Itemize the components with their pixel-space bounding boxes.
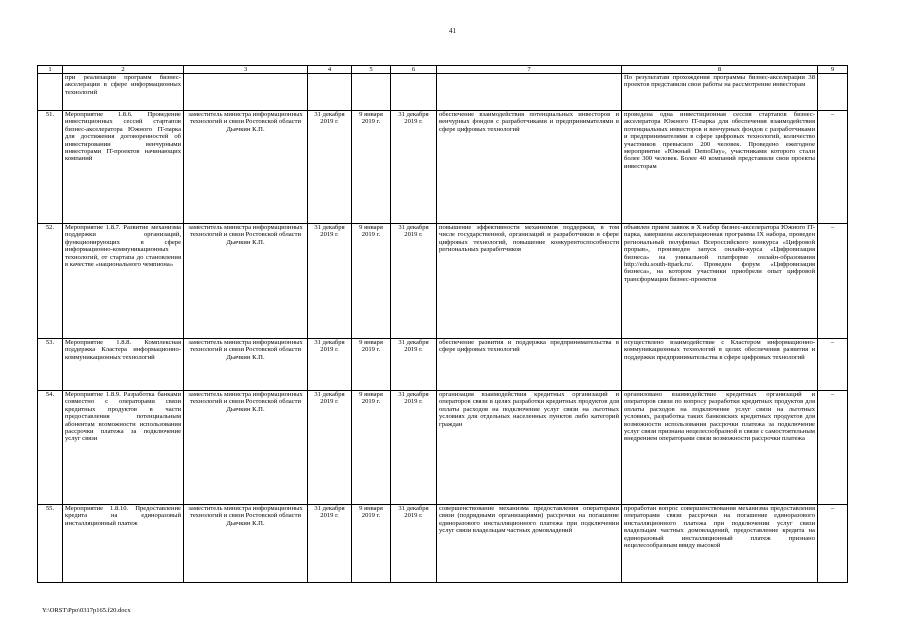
actual-result: проработан вопрос совершенствования механизма предоставления операторами связи рассрочки на погашение единоразового инсталляционного платежа при подключении услуг связи владельцам частных домовладений, предоставление кредита на единоразовый инсталляционный платеж признано нецелесообразным ввиду высокой bbox=[622, 505, 818, 583]
responsible-person: заместитель министра информационных технологий и связи Ростовской области Дьячкин К.П. bbox=[184, 505, 308, 583]
table-row bbox=[38, 224, 848, 339]
start-date: 9 января 2019 г. bbox=[352, 339, 391, 391]
row-number: 52. bbox=[38, 224, 63, 339]
table-row bbox=[38, 74, 848, 111]
expected-result: организация взаимодействия кредитных организаций и операторов связи в целях разработки кредитных продуктов для оплаты расходов на подключение услуг связи на льготных условиях для отдельных населенных пунктов либо категорий граждан bbox=[437, 391, 622, 505]
expected-result: обеспечение развития и поддержка предпринимательства в сфере цифровых технологий bbox=[437, 339, 622, 391]
note: – bbox=[818, 224, 848, 339]
expected-result bbox=[437, 74, 622, 111]
note: – bbox=[818, 339, 848, 391]
file-path-footer: Y:\ORST\Ppo\0317p165.f20.docx bbox=[42, 607, 131, 614]
actual-result: организовано взаимодействие кредитных организаций и операторов связи по вопросу разработки кредитных продуктов для оплаты расходов на подключение услуг связи на льготных условиях, разработка таких банковских кредитных продуктов для возможности использования рассрочки платежа за подключение услуг связи признана нецелесообразной в связи с самостоятельным внедрением операторами связи возможности рассрочки платежа bbox=[622, 391, 818, 505]
column-number: 5 bbox=[352, 66, 391, 74]
measures-table bbox=[37, 65, 848, 583]
column-number: 4 bbox=[308, 66, 352, 74]
note: – bbox=[818, 111, 848, 224]
expected-result: совершенствование механизма предоставления операторами связи (подрядными организациями) рассрочки на погашение единоразового инсталляционного платежа при подключении услуг связи владельцам частных домовладений bbox=[437, 505, 622, 583]
measure-name: при реализации программ бизнес-акселерации в сфере информационных технологий bbox=[63, 74, 184, 111]
plan-date: 31 декабря 2019 г. bbox=[308, 505, 352, 583]
expected-result: повышение эффективности механизмов поддержки, в том числе государственной, организаций и разработчиков в сфере цифровых технологий, повышение конкурентоспособности региональных разработчиков bbox=[437, 224, 622, 339]
start-date: 9 января 2019 г. bbox=[352, 505, 391, 583]
measure-name: Мероприятие 1.8.8. Комплексная поддержка Кластера информационно-коммуникационных технологий bbox=[63, 339, 184, 391]
responsible-person: заместитель министра информационных технологий и связи Ростовской области Дьячкин К.П. bbox=[184, 391, 308, 505]
row-number: 53. bbox=[38, 339, 63, 391]
measure-name: Мероприятие 1.8.7. Развитие механизма поддержки организаций, функционирующих в сфере информационно-коммуникационных технологий, от стартапа до становления в качестве «национального чемпиона» bbox=[63, 224, 184, 339]
row-number bbox=[38, 74, 63, 111]
note: – bbox=[818, 505, 848, 583]
end-date: 31 декабря 2019 г. bbox=[391, 339, 437, 391]
table-row bbox=[38, 391, 848, 505]
measure-name: Мероприятие 1.8.10. Предоставление кредита на единоразовый инсталляционный платеж bbox=[63, 505, 184, 583]
end-date: 31 декабря 2019 г. bbox=[391, 111, 437, 224]
start-date bbox=[352, 74, 391, 111]
column-number: 7 bbox=[437, 66, 622, 74]
plan-date: 31 декабря 2019 г. bbox=[308, 224, 352, 339]
measure-name: Мероприятие 1.8.6. Проведение инвестиционных сессий стартапов бизнес-акселератора Южного IT-парка для достижения договоренностей об инвестировании венчурными инвесторами IT-проектов начинающих компаний bbox=[63, 111, 184, 224]
column-number: 9 bbox=[818, 66, 848, 74]
plan-date: 31 декабря 2019 г. bbox=[308, 391, 352, 505]
column-number: 8 bbox=[622, 66, 818, 74]
row-number: 51. bbox=[38, 111, 63, 224]
column-number: 1 bbox=[38, 66, 63, 74]
note bbox=[818, 74, 848, 111]
measure-name: Мероприятие 1.8.9. Разработка банками совместно с операторами связи кредитных продуктов в части предоставления потенциальным абонентам возможности использования рассрочки платежа за подключение услуг связи bbox=[63, 391, 184, 505]
row-number: 55. bbox=[38, 505, 63, 583]
actual-result: осуществлено взаимодействие с Кластером информационно-коммуникационных технологий в целях обеспечения развития и поддержки предпринимательства в сфере цифровых технологий bbox=[622, 339, 818, 391]
end-date bbox=[391, 74, 437, 111]
responsible-person: заместитель министра информационных технологий и связи Ростовской области Дьячкин К.П. bbox=[184, 339, 308, 391]
actual-result: По результатам прохождения программы бизнес-акселерации 38 проектов представили свои работы на рассмотрение инвесторам bbox=[622, 74, 818, 111]
page-number: 41 bbox=[449, 27, 456, 35]
expected-result: обеспечение взаимодействия потенциальных инвесторов и венчурных фондов с разработчиками и предпринимателями в сфере цифровых технологий bbox=[437, 111, 622, 224]
end-date: 31 декабря 2019 г. bbox=[391, 224, 437, 339]
actual-result: проведена одна инвестиционная сессия стартапов бизнес-акселератора Южного IT-парка для обеспечения взаимодействия потенциальных инвесторов и венчурных фондов с разработчиками и предпринимателями в сфере цифровых технологий, количество участников превысило 200 человек. Проведено ежегодное мероприятие «Южный DemoDay», участниками которого стали более 300 человек. Более 40 компаний представили свои проекты инвесторам bbox=[622, 111, 818, 224]
note: – bbox=[818, 391, 848, 505]
table-row bbox=[38, 505, 848, 583]
start-date: 9 января 2019 г. bbox=[352, 391, 391, 505]
plan-date bbox=[308, 74, 352, 111]
end-date: 31 декабря 2019 г. bbox=[391, 391, 437, 505]
start-date: 9 января 2019 г. bbox=[352, 111, 391, 224]
end-date: 31 декабря 2019 г. bbox=[391, 505, 437, 583]
responsible-person: заместитель министра информационных технологий и связи Ростовской области Дьячкин К.П. bbox=[184, 111, 308, 224]
column-number: 6 bbox=[391, 66, 437, 74]
column-number: 2 bbox=[63, 66, 184, 74]
plan-date: 31 декабря 2019 г. bbox=[308, 111, 352, 224]
responsible-person bbox=[184, 74, 308, 111]
table-row bbox=[38, 339, 848, 391]
start-date: 9 января 2019 г. bbox=[352, 224, 391, 339]
column-number-row bbox=[38, 66, 848, 74]
row-number: 54. bbox=[38, 391, 63, 505]
table-row bbox=[38, 111, 848, 224]
responsible-person: заместитель министра информационных технологий и связи Ростовской области Дьячкин К.П. bbox=[184, 224, 308, 339]
actual-result: объявлен прием заявок в X набор бизнес-акселератора Южного IT-парка, завершена акселерационная программа IX набора, проведен региональный полуфинал Всероссийского конкурса «Цифровой прорыв», произведен запуск онлайн-курса «Цифровизация бизнеса» на уникальной платформе онлайн-образования http://edu.south-itpark.ru/. Проведен форум «Цифровизация бизнеса», на котором участники приобрели опыт цифровой трансформации бизнес-проектов bbox=[622, 224, 818, 339]
column-number: 3 bbox=[184, 66, 308, 74]
plan-date: 31 декабря 2019 г. bbox=[308, 339, 352, 391]
